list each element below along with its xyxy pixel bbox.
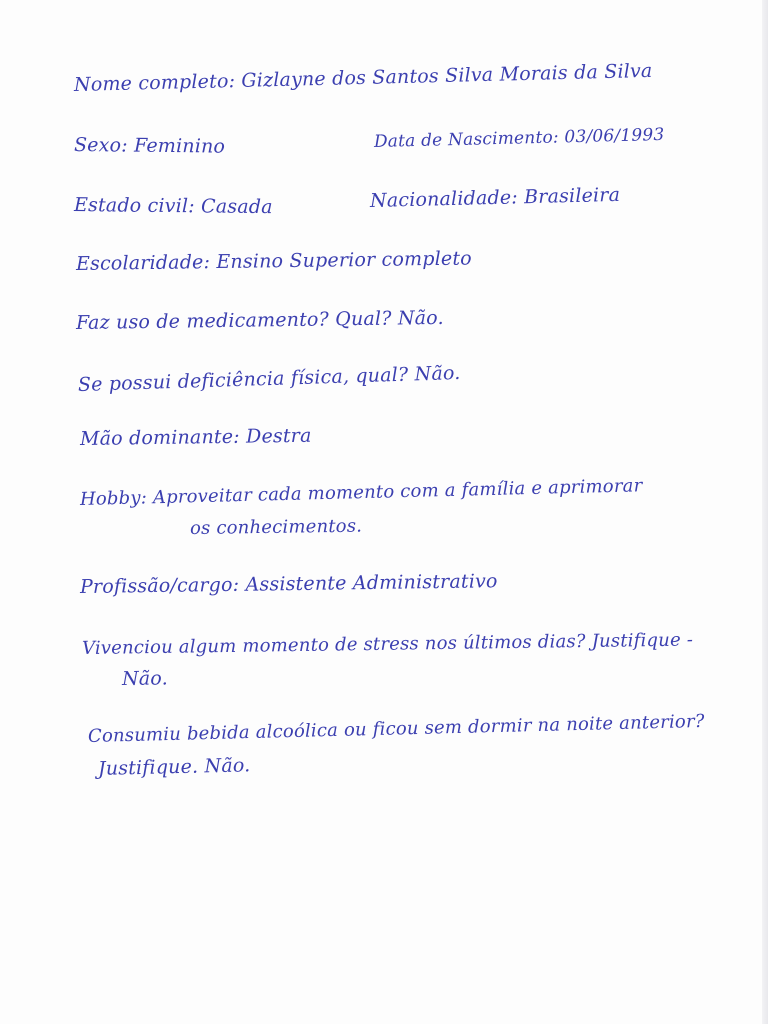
marital-status-line: Estado civil: Casada [73, 194, 273, 219]
profession-line: Profissão/cargo: Assistente Administrativo [79, 570, 498, 598]
stress-line-2: Não. [121, 667, 169, 690]
page-edge-shadow [762, 0, 768, 1024]
alcohol-line-2: Justifique. Não. [97, 754, 251, 780]
hobby-line-2: os conhecimentos. [189, 515, 363, 539]
nationality-line: Nacionalidade: Brasileira [369, 183, 621, 212]
hobby-line-1: Hobby: Aproveitar cada momento com a família e aprimorar [79, 475, 643, 510]
full-name-line: Nome completo: Gizlayne dos Santos Silva Morais da Silva [73, 59, 653, 96]
sex-line: Sexo: Feminino [73, 134, 226, 158]
dominant-hand-line: Mão dominante: Destra [79, 424, 312, 450]
education-line: Escolaridade: Ensino Superior completo [75, 247, 472, 275]
disability-line: Se possui deficiência física, qual? Não. [77, 361, 461, 396]
birth-date-line: Data de Nascimento: 03/06/1993 [373, 124, 665, 152]
stress-line-1: Vivenciou algum momento de stress nos últimos dias? Justifique - [81, 629, 694, 659]
alcohol-line-1: Consumiu bebida alcoólica ou ficou sem dormir na noite anterior? [87, 710, 705, 747]
medication-line: Faz uso de medicamento? Qual? Não. [75, 306, 444, 334]
